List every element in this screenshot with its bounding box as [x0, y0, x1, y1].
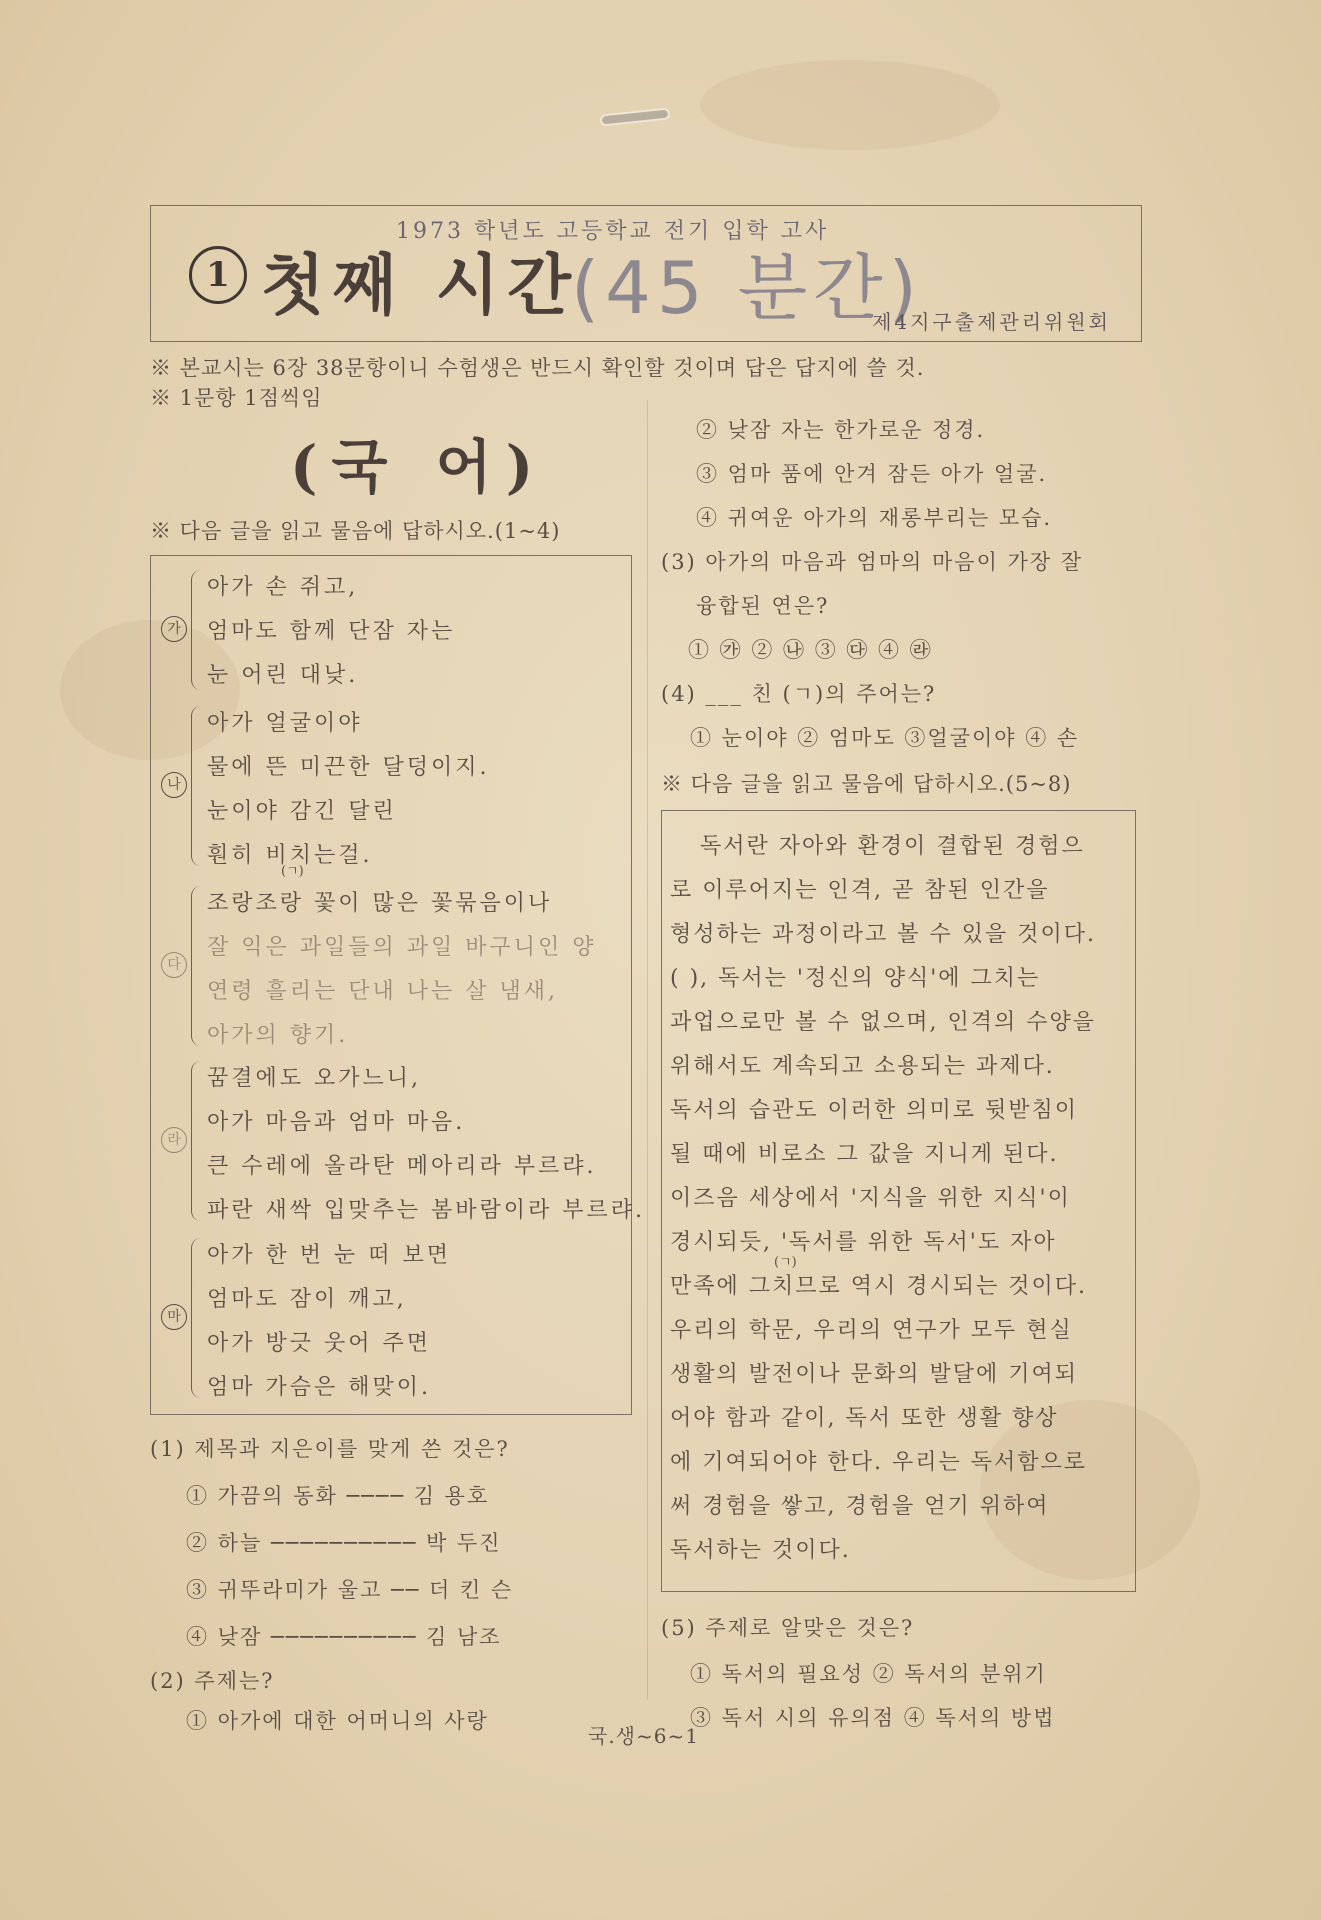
exam-caption: 1973 학년도 고등학교 전기 입학 고사: [396, 219, 830, 244]
poem-line: 잘 익은 과일들의 과일 바구니인 양: [207, 935, 597, 960]
poem-line: 아가 손 쥐고,: [207, 575, 359, 600]
passage-line: ( ), 독서는 '정신의 양식'에 그치는: [670, 966, 1041, 991]
q3-options[interactable]: ① ㉮ ② ㉯ ③ ㉰ ④ ㉱: [688, 638, 933, 662]
q1-option-3[interactable]: ③ 귀뚜라미가 울고 ── 더 킨 슨: [186, 1578, 514, 1602]
poem-line: 눈이야 감긴 달린: [207, 799, 397, 824]
passage-line: 경시되듯, '독서를 위한 독서'도 자아: [670, 1230, 1057, 1255]
passage-line: 독서란 자아와 환경이 결합된 경험으: [700, 834, 1085, 859]
poem-line: 연령 흘리는 단내 나는 살 냄새,: [207, 979, 558, 1004]
passage-line: 과업으로만 볼 수 없으며, 인격의 수양을: [670, 1010, 1096, 1035]
question-3: (3) 아가의 마음과 엄마의 마음이 가장 잘: [661, 550, 1084, 574]
question-1: (1) 제목과 지은이를 맞게 쓴 것은?: [150, 1437, 510, 1461]
poem-line: 아가 방긋 웃어 주면: [207, 1331, 431, 1356]
subject-title: (국 어): [290, 433, 548, 501]
stanza-ma: [161, 1238, 621, 1398]
q5-options-3-4[interactable]: ③ 독서 시의 유의점 ④ 독서의 방법: [690, 1706, 1056, 1730]
question-5: (5) 주제로 알맞은 것은?: [661, 1616, 915, 1640]
stanza-mark: 라: [161, 1127, 187, 1153]
staple-mark: [602, 110, 668, 125]
passage-line: 독서하는 것이다.: [670, 1538, 851, 1563]
period-title: 첫째 시간: [261, 246, 580, 324]
reading-passage-box: [661, 810, 1136, 1592]
passage-line: 로 이루어지는 인격, 곧 참된 인간을: [670, 878, 1050, 903]
poem-line: 파란 새싹 입맞추는 봄바람이라 부르랴.: [207, 1198, 645, 1223]
q1-option-2[interactable]: ② 하늘 ────────── 박 두진: [186, 1531, 502, 1555]
poem-line: 아가의 향기.: [207, 1023, 349, 1048]
stanza-bracket: [191, 1238, 202, 1398]
stanza-bracket: [191, 570, 202, 690]
annotation-giyeok-passage: (ㄱ): [774, 1255, 797, 1270]
poem-line: 훤히 비치는걸.: [207, 843, 373, 868]
page-footer: 국.생~6~1: [588, 1724, 699, 1748]
notice-pages: ※ 본교시는 6장 38문항이니 수험생은 반드시 확인할 것이며 답은 답지에 쓸 것.: [150, 356, 925, 380]
poem-line: 엄마도 함께 단잠 자는: [207, 619, 456, 644]
poem-line: 조랑조랑 꽃이 많은 꽃묶음이나: [207, 891, 553, 916]
q2-option-4[interactable]: ④ 귀여운 아가의 재롱부리는 모습.: [696, 506, 1053, 530]
stanza-mark: 다: [161, 952, 187, 978]
column-divider: [647, 400, 648, 1700]
q1-option-4[interactable]: ④ 낮잠 ────────── 김 남조: [186, 1625, 502, 1649]
passage-line: 만족에 그치므로 역시 경시되는 것이다.: [670, 1274, 1087, 1299]
poem-line: 물에 뜬 미끈한 달덩이지.: [207, 755, 490, 780]
header-box: [150, 205, 1142, 342]
q1-option-1[interactable]: ① 가끔의 동화 ──── 김 용호: [186, 1484, 490, 1508]
poem-line: 엄마 가슴은 해맞이.: [207, 1375, 431, 1400]
passage-line: 써 경험을 쌓고, 경험을 얻기 위하여: [670, 1494, 1050, 1519]
question-2: (2) 주제는?: [150, 1669, 275, 1693]
notice-score: ※ 1문항 1점씩임: [150, 386, 323, 410]
passage-line: 될 때에 비로소 그 값을 지니게 된다.: [670, 1142, 1059, 1167]
stanza-mark: 가: [161, 616, 187, 642]
poem-line: 엄마도 잠이 깨고,: [207, 1287, 407, 1312]
passage-line: 형성하는 과정이라고 볼 수 있을 것이다.: [670, 922, 1096, 947]
poem-line: 눈 어린 대낮.: [207, 663, 359, 688]
stanza-mark: 나: [161, 772, 187, 798]
passage-line: 이즈음 세상에서 '지식을 위한 지식'이: [670, 1186, 1071, 1211]
period-number: 1: [189, 246, 247, 304]
q2-option-1[interactable]: ① 아가에 대한 어머니의 사랑: [186, 1709, 489, 1733]
stanza-ra: [161, 1061, 645, 1223]
poem-line: 꿈결에도 오가느니,: [207, 1066, 422, 1091]
instruction-5-8: ※ 다음 글을 읽고 물음에 답하시오.(5~8): [661, 772, 1072, 796]
passage-line: 에 기여되어야 한다. 우리는 독서함으로: [670, 1450, 1087, 1475]
stanza-na: [161, 706, 621, 879]
poem-line: 아가 얼굴이야: [207, 711, 363, 736]
q4-options[interactable]: ① 눈이야 ② 엄마도 ③얼굴이야 ④ 손: [690, 726, 1080, 750]
stanza-bracket: [191, 886, 202, 1046]
question-3-cont: 융합된 연은?: [696, 594, 830, 618]
poem-line: 큰 수레에 올라탄 메아리라 부르랴.: [207, 1154, 597, 1179]
passage-line: 우리의 학문, 우리의 연구가 모두 현실: [670, 1318, 1073, 1343]
poem-box: [150, 555, 645, 1415]
question-4: (4) ___ 친 (ㄱ)의 주어는?: [661, 682, 937, 706]
stanza-ga: [161, 570, 621, 690]
period-duration: (45 분간): [571, 246, 923, 330]
passage-line: 어야 함과 같이, 독서 또한 생활 향상: [670, 1406, 1059, 1431]
q2-option-3[interactable]: ③ 엄마 품에 안겨 잠든 아가 얼굴.: [696, 462, 1048, 486]
instruction-1-4: ※ 다음 글을 읽고 물음에 답하시오.(1~4): [150, 519, 561, 543]
passage-line: 독서의 습관도 이러한 의미로 뒷받침이: [670, 1098, 1079, 1123]
stanza-bracket: [191, 1061, 202, 1221]
poem-line: 아가 마음과 엄마 마음.: [207, 1110, 466, 1135]
committee: 제4지구출제관리위원회: [872, 310, 1111, 334]
poem-line: 아가 한 번 눈 떠 보면: [207, 1243, 451, 1268]
annotation-giyeok: (ㄱ): [281, 864, 304, 879]
stanza-bracket: [191, 706, 202, 866]
passage-line: 위해서도 계속되고 소용되는 과제다.: [670, 1054, 1055, 1079]
q5-options-1-2[interactable]: ① 독서의 필요성 ② 독서의 분위기: [690, 1662, 1047, 1686]
q2-option-2[interactable]: ② 낮잠 자는 한가로운 정경.: [696, 418, 986, 442]
stanza-da: [161, 886, 621, 1046]
passage-line: 생활의 발전이나 문화의 발달에 기여되: [670, 1362, 1079, 1387]
stanza-mark: 마: [161, 1304, 187, 1330]
